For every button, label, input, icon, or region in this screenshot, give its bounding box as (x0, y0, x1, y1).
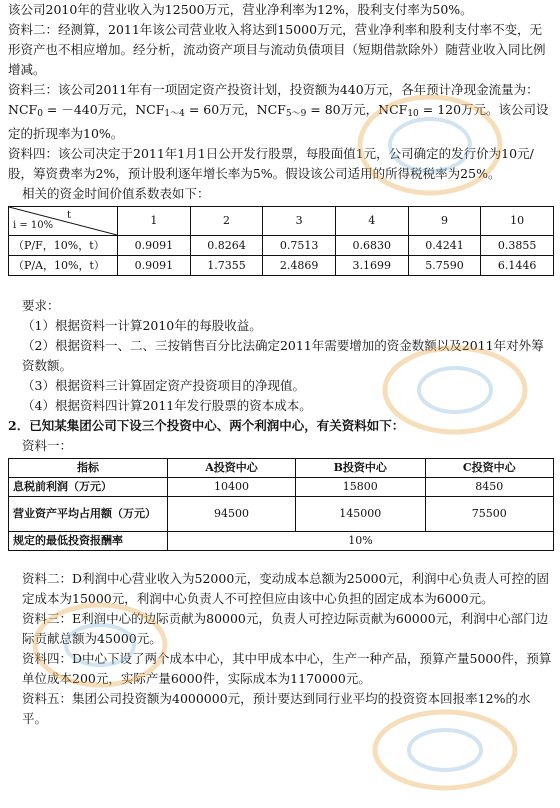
inv-row-label: 营业资产平均占用额（万元） (9, 497, 168, 532)
requirement-4: （4）根据资料四计算2011年发行股票的资本成本。 (22, 398, 312, 413)
m3-text-a: 资料三：该公司2011年有一项固定资产投资计划，投资额为440万元，各年预计净现金流量为：NCF (8, 82, 539, 117)
corner-i-label: i = 10% (13, 220, 54, 231)
material-2-paragraph: 资料二：经测算，2011年该公司营业收入将达到15000万元，营业净利率和股利支付率不变，无形资产也不相应增加。经分析，流动资产项目与流动负债项目（短期借款除外）随营业收入同比例增减。 (8, 22, 546, 77)
tvm-header-row (9, 207, 554, 236)
inv-cell: 15800 (295, 478, 425, 497)
tvm-cell: 0.8264 (190, 236, 263, 256)
investment-center-table (8, 458, 554, 551)
inv-header-cell: B投资中心 (295, 459, 425, 478)
tvm-cell: 2.4869 (263, 256, 336, 276)
inv-cell: 145000 (295, 497, 425, 532)
tvm-cell: 0.7513 (263, 236, 336, 256)
ncf-sub-3: 10 (407, 109, 419, 119)
tvm-cell: 0.9091 (118, 256, 191, 276)
time-value-table (8, 206, 554, 276)
tvm-row-label: （P/F，10%，t） (9, 236, 118, 256)
tvm-header-cell: 1 (118, 207, 191, 236)
inv-cell: 8450 (425, 478, 553, 497)
tvm-header-cell: 10 (481, 207, 554, 236)
requirements-title: 要求： (22, 298, 60, 313)
inv-header-cell: C投资中心 (425, 459, 553, 478)
q2-material-1-label: 资料一： (22, 438, 73, 453)
tvm-header-cell: 9 (408, 207, 481, 236)
q2-material-5: 资料五：集团公司投资额为4000000元，预计要达到同行业平均的投资资本回报率12%的水平。 (22, 691, 531, 726)
tvm-row-label: （P/A，10%，t） (9, 256, 118, 276)
requirement-2: （2）根据资料一、二、三按销售百分比法确定2011年需要增加的资金数额以及2011年对外筹资数额。 (22, 338, 544, 373)
tvm-cell: 6.1446 (481, 256, 554, 276)
document-page (8, 0, 554, 729)
inv-cell: 10400 (168, 478, 296, 497)
tvm-cell: 0.6830 (335, 236, 408, 256)
tvm-cell: 0.4241 (408, 236, 481, 256)
inv-cell: 75500 (425, 497, 553, 532)
ncf-sub-1: 1～4 (164, 109, 185, 119)
question-2-title: 2．已知某集团公司下设三个投资中心、两个利润中心，有关资料如下： (8, 418, 405, 433)
m3-text-b: = －440万元，NCF (42, 102, 165, 117)
m3-text-d: = 80万元，NCF (306, 102, 408, 117)
inv-row-assets (9, 497, 554, 532)
inv-row-min-return (9, 532, 554, 551)
inv-merged-cell: 10% (168, 532, 554, 551)
tvm-cell: 1.7355 (190, 256, 263, 276)
tvm-row-pa (9, 256, 554, 276)
tvm-cell: 0.3855 (481, 236, 554, 256)
ncf-sub-0: 0 (37, 109, 43, 119)
inv-header-cell: 指标 (9, 459, 168, 478)
corner-t-label: t (66, 210, 71, 221)
requirement-3: （3）根据资料三计算固定资产投资项目的净现值。 (22, 378, 305, 393)
material-3-paragraph (8, 80, 554, 144)
material-4-paragraph: 资料四：该公司决定于2011年1月1日公开发行股票，每股面值1元，公司确定的发行价为10元/股，筹资费率为2%，预计股利逐年增长率为5%。假设该公司适用的所得税税率为25%。 (8, 146, 534, 181)
requirement-1: （1）根据资料一计算2010年的每股收益。 (22, 318, 262, 333)
inv-header-row (9, 459, 554, 478)
m3-text-e: = 120万元。该公司设定的折现率为10%。 (8, 102, 549, 141)
tvm-caption: 相关的资金时间价值系数表如下： (22, 186, 210, 201)
ncf-sub-2: 5～9 (285, 109, 307, 119)
inv-row-ebit (9, 478, 554, 497)
tvm-cell: 3.1699 (335, 256, 408, 276)
tvm-row-pf (9, 236, 554, 256)
intro-line: 该公司2010年的营业收入为12500万元，营业净利率为12%，股利支付率为50%。 (8, 2, 473, 17)
tvm-header-cell: 2 (190, 207, 263, 236)
tvm-corner-cell (9, 207, 118, 236)
inv-cell: 94500 (168, 497, 296, 532)
inv-row-label: 规定的最低投资报酬率 (9, 532, 168, 551)
m3-text-c: = 60万元，NCF (184, 102, 286, 117)
q2-material-3: 资料三：E利润中心的边际贡献为80000元，负责人可控边际贡献为60000元，利润中心部门边际贡献总额为45000元。 (22, 611, 549, 646)
inv-row-label: 息税前利润（万元） (9, 478, 168, 497)
q2-material-4: 资料四：D中心下设了两个成本中心，其中甲成本中心，生产一种产品，预算产量5000件，预算单位成本200元，实际产量6000件，实际成本为1170000元。 (22, 651, 552, 686)
q2-material-2: 资料二：D利润中心营业收入为52000元，变动成本总额为25000元，利润中心负责人可控的固定成本为15000元，利润中心负责人不可控但应由该中心负担的固定成本为6000元。 (22, 571, 550, 606)
tvm-header-cell: 4 (335, 207, 408, 236)
tvm-cell: 5.7590 (408, 256, 481, 276)
inv-header-cell: A投资中心 (168, 459, 296, 478)
tvm-cell: 0.9091 (118, 236, 191, 256)
tvm-header-cell: 3 (263, 207, 336, 236)
